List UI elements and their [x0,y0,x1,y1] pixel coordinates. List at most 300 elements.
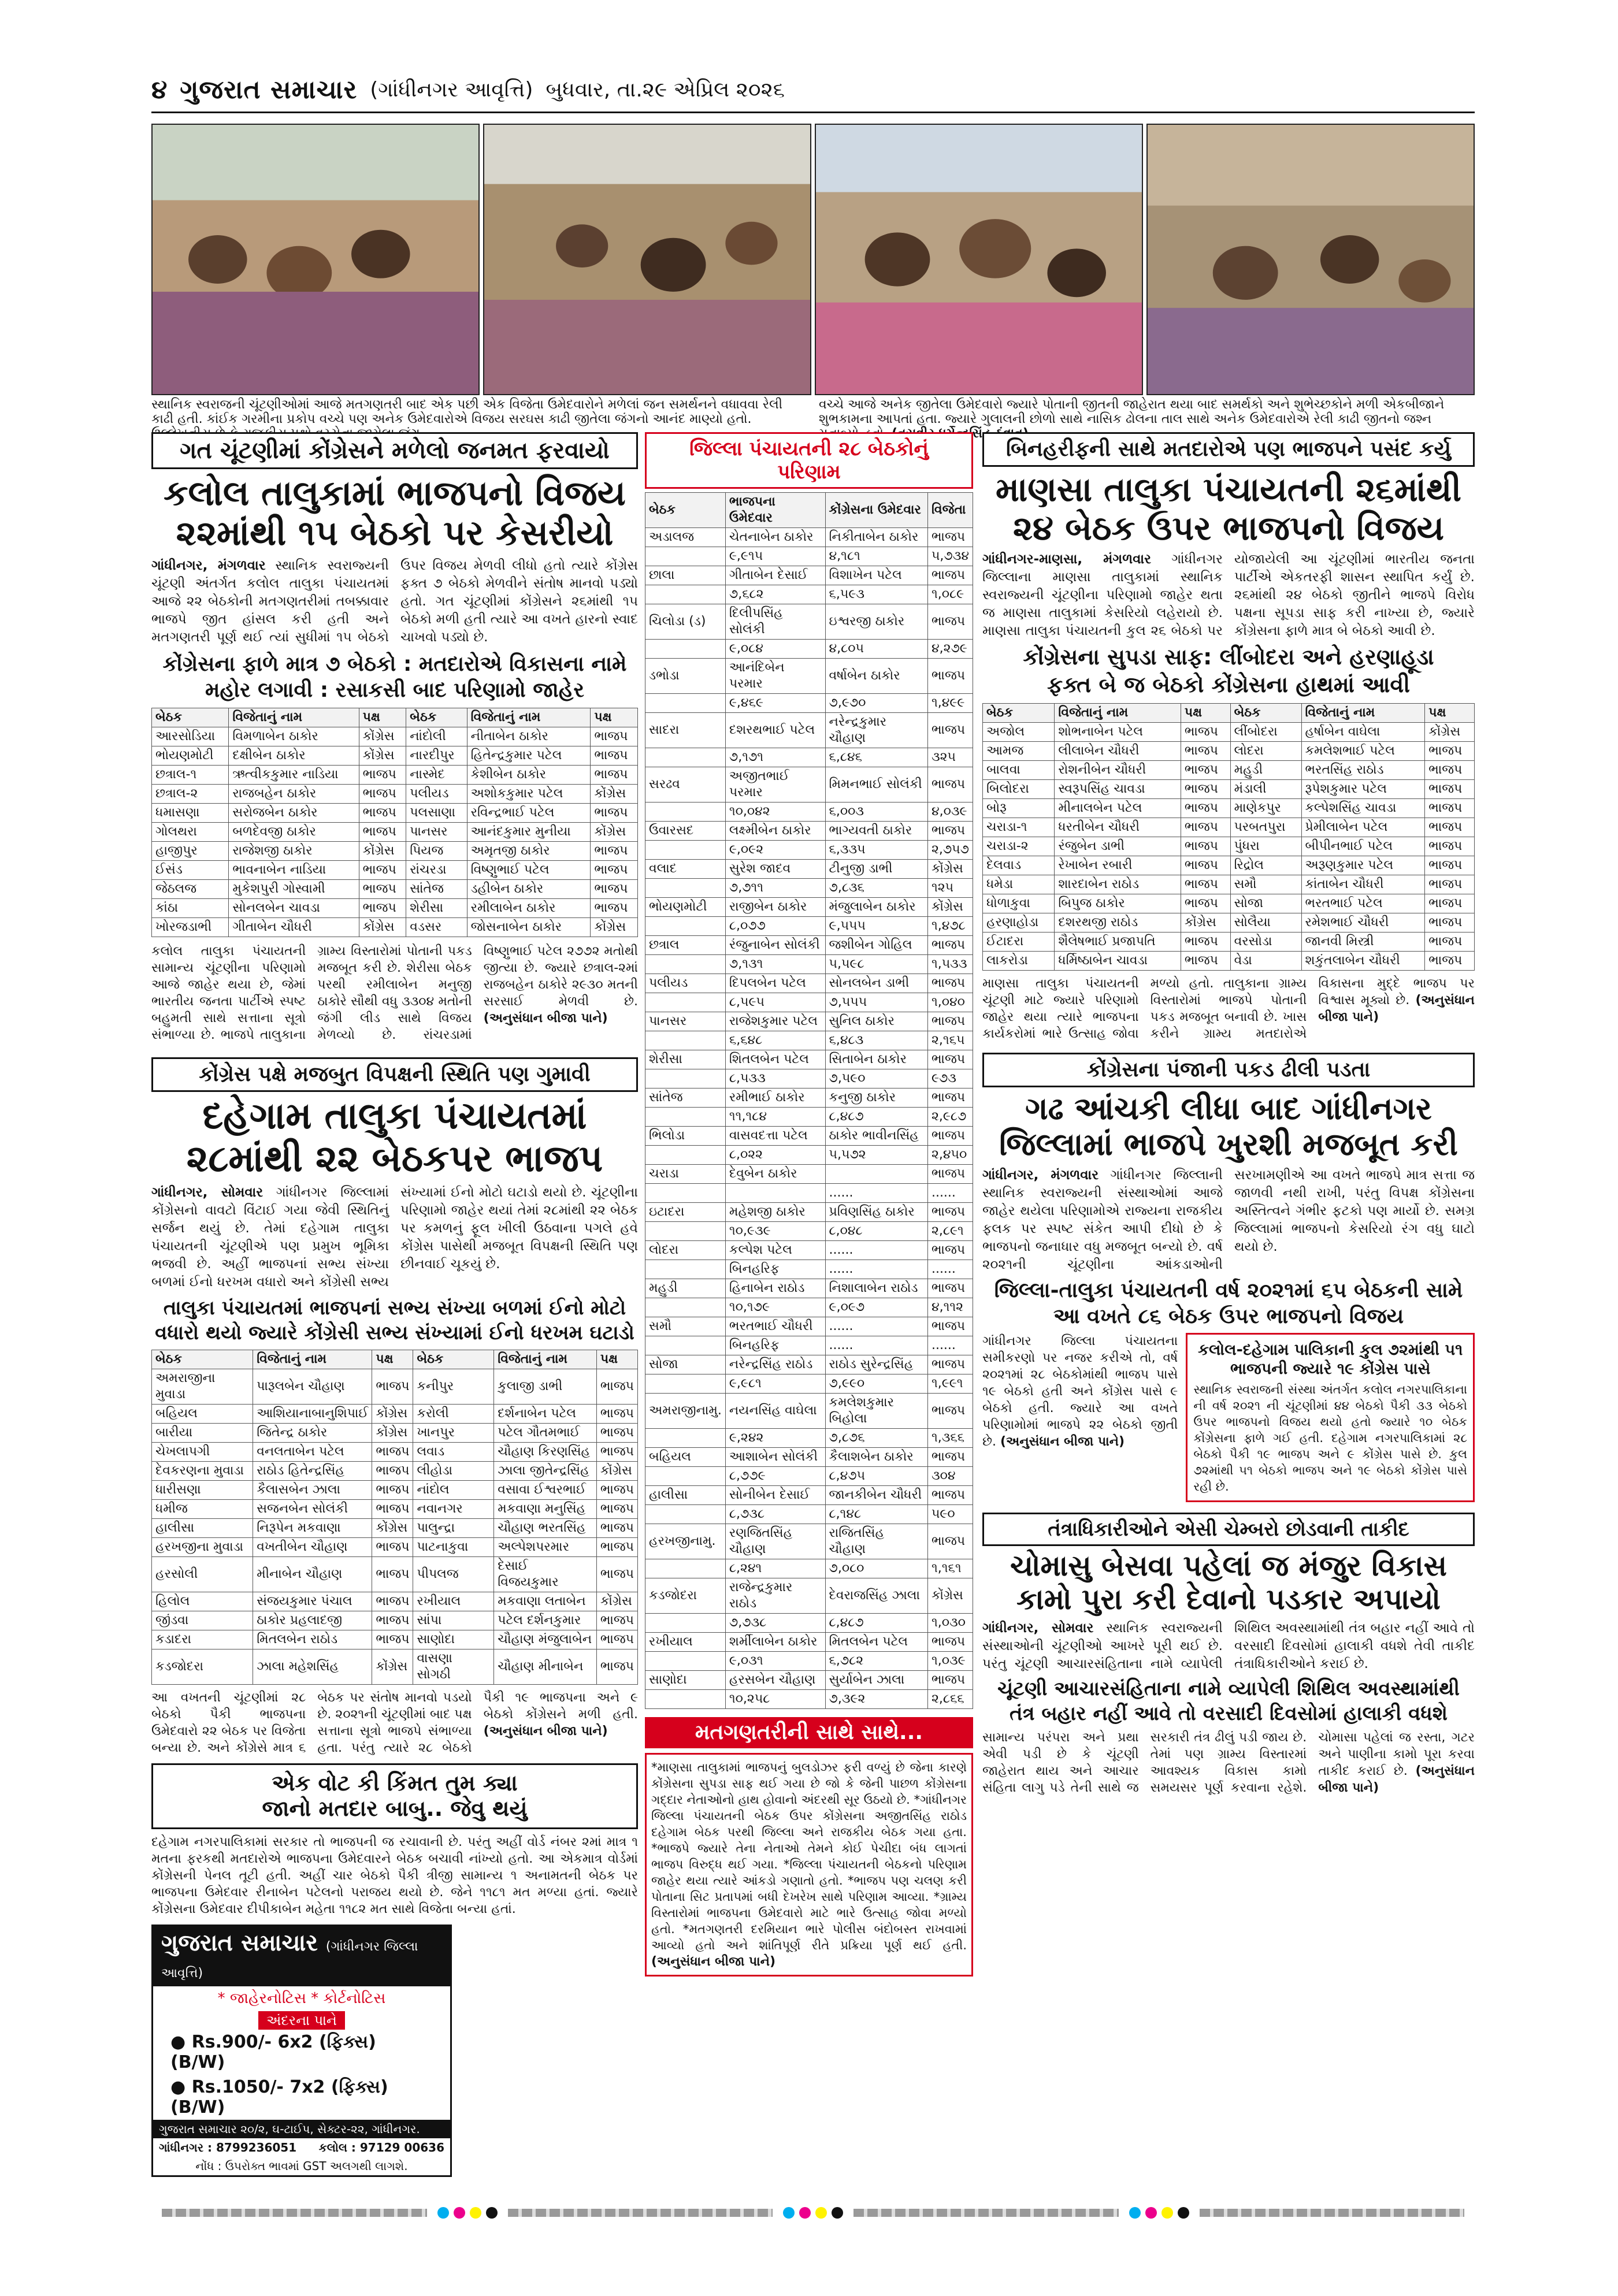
table-cell: ૮,૫૯૫ [725,993,825,1012]
table-cell: ઈસંડ [152,861,229,880]
table-cell [645,1336,726,1355]
crowd-photo-3 [815,124,1143,395]
table-cell: મીનાલબેન પટેલ [1055,799,1181,818]
newspaper-brand: ગુજરાત સમાચાર [180,75,358,105]
table-cell: કોંગ્રેસ [591,823,638,842]
table-cell: રાજિતસિંહ ચૌહાણ [825,1524,927,1559]
ad-price-1: ● Rs.900/- 6x2 (ફિક્સ) (B/W) [170,2031,376,2072]
palika-box [1186,1333,1475,1503]
table-cell: કોંગ્રેસ [372,1649,413,1685]
table-row [152,842,638,861]
table-row [645,767,973,803]
table-cell: કોંગ્રેસ [1425,723,1475,742]
table-cell [645,694,726,713]
column-header: પક્ષ [1181,704,1230,723]
table-cell [645,585,726,604]
table-cell: ભાજપ [591,766,638,785]
mansa-subhead: કોંગ્રેસના સુપડા સાફ: લીંબોદરા અને હરણાહૂડા [1023,644,1434,670]
table-cell: ભાજપ [359,766,406,785]
table-cell: રાજીબેન ઠાકોર [725,898,825,917]
table-cell: ૮,૦૭૭ [725,917,825,936]
table-row [983,818,1475,837]
table-cell: વિશાખેન પટેલ [825,566,927,585]
caption-right-text: વચ્ચે આજે અનેક જીતેલા ઉમેદવારો જ્યારે પોતાની જીતની જાહેરાત થયા બાદ સમર્થકો અને શુભેચ્છકોને મળી એકબીજાને શુભકામના આપતાં હતા. જ્યારે ગુલાલની છોળો સાથે નાસિક ઢોલના તાલ સાથે અનેક ઉમેદવારોએ રેલી કાઢી જીતનો જશ્ન [819,397,1445,426]
table-cell: ભાજપ [596,1611,637,1630]
table-cell: બિલોદરા [983,780,1055,799]
table-cell: કોંગ્રેસ [591,918,638,937]
vote-headline-box [151,1763,638,1829]
table-cell: ભાજપ [372,1611,413,1630]
table-cell: પ્રેમીલાબેન પટેલ [1301,818,1425,837]
magenta-dot [454,2207,465,2219]
table-cell: વલાદ [645,860,726,879]
gandhinagar-body [982,1166,1475,1274]
column-header: વિજેતાનું નામ [1055,704,1181,723]
table-row [152,1592,638,1611]
column-header: બેઠક [1230,704,1301,723]
table-cell: મકવાણા લતાબેન [494,1592,597,1611]
table-cell: ભાજપ [927,1394,973,1429]
table-cell: ચેતનાબેન ઠાકોર [725,528,825,547]
table-cell: ૧૦,૧૭૯ [725,1298,825,1317]
table-cell: લીંબોદરા [1230,723,1301,742]
table-cell: કુલાજી ડાભી [494,1369,597,1405]
table-cell: કાંતાબેન ચૌધરી [1301,875,1425,894]
table-row [152,727,638,746]
table-cell: ભાજપ [1425,932,1475,952]
table-cell: ભાજપ [596,1538,637,1557]
table-cell: ચૌહાણ મંજુલાબેન [494,1630,597,1649]
table-row [645,936,973,955]
table-cell: શિતલબેન પટેલ [725,1050,825,1069]
table-cell: નાંદોલી [406,727,467,746]
table-cell: ભાજપ [596,1424,637,1443]
table-row [152,785,638,804]
table-row [645,1222,973,1241]
tantra-subhead: ચૂંટણી આચારસંહિતાના નામે વ્યાપેલી શિથિલ અવસ્થામાંથી તંત્ર બહાર નહીં આવે તો વરસાદી દિવસોમાં હાલાકી વધશે [997,1677,1460,1725]
table-cell: સોજા [645,1355,726,1374]
table-cell: દક્ષીબેન ઠાકોર [229,746,359,766]
table-cell: ૧૦,૨૫૮ [725,1690,825,1709]
table-cell: ભાજપ [372,1557,413,1592]
table-row [983,894,1475,913]
column-header: પક્ષ [359,708,406,727]
table-row [983,742,1475,761]
table-body [152,727,638,937]
table-cell: પ્રવિણસિંહ ઠાકોર [825,1203,927,1222]
palika-title-2: ભાજપની જ્યારે ૧૯ કોંગ્રેસ પાસે [1230,1360,1431,1379]
table-cell: ભાજપ [927,1165,973,1184]
table-cell: દેવુબેન ઠાકોર [725,1165,825,1184]
table-cell: ૯,૯૧૫ [725,547,825,566]
table-cell: ભાજપ [591,804,638,823]
table-row [152,746,638,766]
crowd-photo-2 [483,124,811,395]
table-cell: કોંગ્રેસ [927,898,973,917]
table-cell: ધારીસણા [152,1481,253,1500]
table-row [645,1203,973,1222]
mansa-body-text: ગાંધીનગર જિલ્લાના માણસા તાલુકામાં સ્થાનિક સ્વરાજ્યની ચૂંટણીના પરિણામો જાહેર થતા જ માણસા તાલુકામાં કેસરિયો લહેરાયો છે. માણસા તાલુકા પંચાયતની કુલ ૨૬ બેઠકો પર યોજાયેલી આ ચૂંટણીમાં ભારતીય જનતા પાર્ટીએ એકતરફી શાસન સ્થાપિત કર્યું છે. ૨૬માંથી ૨૪ બેઠકો જીતીને ભાજપે વિરોધ પક્ષના સૂપડા સાફ કરી નાખ્યા છે, જ્યારે કોંગ્રેસના ફાળે માત્ર બે બેઠકો આવી છે. [982,552,1475,639]
table-cell: ભાજપ [359,899,406,918]
table-cell: કોંગ્રેસ [359,918,406,937]
table-cell: ૧૦,૯૩૯ [725,1222,825,1241]
mansa-results-table [982,703,1475,971]
table-cell: ભાજપ [1181,761,1230,780]
table-cell: હરસોલી [152,1557,253,1592]
table-cell: મુકેશપુરી ગોસ્વામી [229,880,359,899]
table-cell: અજીતભાઈ પરમાર [725,767,825,803]
column-header: વિજેતાનું નામ [467,708,591,727]
table-cell: કોંગ્રેસ [372,1519,413,1538]
table-cell: સોનલબેન ચાવડા [229,899,359,918]
color-dots-left [437,2207,498,2219]
table-cell: કોંગ્રેસ [372,1405,413,1424]
table-cell: કાંઠા [152,899,229,918]
kalol-kicker: ગત ચૂંટણીમાં કોંગ્રેસને મળેલો જનમત ફરવાયો [151,432,638,469]
table-cell: વેડા [1230,952,1301,971]
table-row [645,1467,973,1486]
table-cell: વનલતાબેન પટેલ [253,1443,372,1462]
table-cell [645,993,726,1012]
ad-phones [153,2138,450,2157]
table-cell: વિષ્ણુભાઈ પટેલ [467,861,591,880]
mansa-body-2 [982,975,1475,1042]
table-cell: ભાજપ [927,1050,973,1069]
table-cell: ભાજપ [591,746,638,766]
table-cell: ભાજપ [927,1203,973,1222]
table-cell: નીતાબેન ઠાકોર [467,727,591,746]
page-number: ૪ [151,75,168,105]
table-cell: નવાનગર [413,1500,494,1519]
gandhinagar-kicker: કોંગ્રેસના પંજાની પકડ ઢીલી પડતા [982,1053,1475,1087]
table-cell: સુનિલ ઠાકોર [825,1012,927,1031]
table-cell [725,1184,825,1203]
table-cell: ૭,૫૫૫ [825,993,927,1012]
table-cell: ૫,૫૯૮ [825,955,927,974]
table-cell: ...... [825,1184,927,1203]
column-header: ભાજપના ઉમેદવાર [725,493,825,528]
cyan-dot [437,2207,449,2219]
table-cell: શેરીસા [406,899,467,918]
table-cell: ભાજપ [1181,894,1230,913]
table-row [152,1649,638,1685]
ad-brand [153,1926,450,1986]
table-cell: વરસોડા [1230,932,1301,952]
table-row [645,1241,973,1260]
table-cell: ભોયણમોટી [645,898,726,917]
table-cell: દર્શનાબેન પટેલ [494,1405,597,1424]
table-cell: ભાજપ [591,842,638,861]
table-cell: શેરીસા [645,1050,726,1069]
column-header: બેઠક [645,493,726,528]
table-cell: બિપુજ ઠાકોર [1055,894,1181,913]
table-cell: ૬,૦૦૩ [825,803,927,822]
table-cell: રાઠોડ હિતેન્દ્રસિંહ [253,1462,372,1481]
tantra-continued: (અનુસંધાન બીજા પાને) [1318,1764,1475,1796]
table-cell [645,803,726,822]
table-cell: ભાજપ [596,1557,637,1592]
table-cell: ભાજપ [927,1127,973,1146]
mansa-headline: માણસા તાલુકા પંચાયતની ૨૬માંથી [996,470,1461,509]
table-row [645,547,973,566]
table-cell: ૭,૦૮૦ [825,1559,927,1578]
table-row [152,1611,638,1630]
table-cell: નિકીતાબેન ઠાકોર [825,528,927,547]
table-cell: ભાજપ [359,861,406,880]
right-column [982,432,1475,1796]
page-header [151,68,1475,113]
table-row [645,566,973,585]
table-row [645,1486,973,1505]
table-cell: ...... [825,1241,927,1260]
table-row [152,766,638,785]
table-cell: ૮,૦૨૨ [725,1146,825,1165]
table-row [645,1633,973,1652]
table-cell: ભાજપ [359,823,406,842]
table-cell: કોંગ્રેસ [359,842,406,861]
kalol-body-text: સ્થાનિક સ્વરાજ્યની ચૂંટણી અંતર્ગત કલોલ તાલુકા પંચાયતમાં આજે ૨૨ બેઠકોની મતગણતરીમાં તબક્કાવાર ભાજપે જીત હાંસલ કરી હતી અને મતગણતરી પૂર્ણ થઈ ત્યાં સુધીમાં ૧૫ બેઠકો ઉપર વિજય મેળવી લીધો હતો ત્યારે કોંગ્રેસ ફક્ત ૭ બેઠકો મેળવીને સંતોષ માનવો પડ્યો હતો. ગત ચૂંટણીમાં કોંગ્રેસને ૨૬માંથી ૧૫ બેઠકો મળી હતી ત્યારે આ વખતે હારનો સ્વાદ ચાખવો પડ્યો છે. [151,558,638,645]
table-cell: ...... [825,1317,927,1336]
table-cell: લવાડ [413,1443,494,1462]
table-row [645,1317,973,1336]
table-cell: આનંદકુમાર મુનીયા [467,823,591,842]
table-cell: ...... [825,1336,927,1355]
table-row [645,1165,973,1184]
left-column [151,432,638,2177]
table-cell: રંજુનાબેન સોલંકી [725,936,825,955]
table-cell: ભાજપ [927,1279,973,1298]
column-header: બેઠક [152,708,229,727]
grey-strip-mid [508,2209,773,2217]
table-row [983,856,1475,875]
table-row [645,993,973,1012]
table-cell: કોંગ્રેસ [927,1578,973,1614]
table-row [645,1505,973,1524]
table-cell: છત્રાલ-૨ [152,785,229,804]
table-cell: કડાદરા [152,1630,253,1649]
table-row [645,1031,973,1050]
table-cell: ૧,૯૯૧ [927,1374,973,1394]
table-cell: નારદીપુર [406,746,467,766]
table-row [645,659,973,694]
table-cell: ૮,૦૪૮ [825,1222,927,1241]
table-cell: ૯,૦૯૭ [825,1298,927,1317]
table-cell: બોરૂ [983,799,1055,818]
table-cell: વિમળાબેન ઠાકોર [229,727,359,746]
table-cell: ૯૭૩ [927,1069,973,1088]
gandhinagar-body-text: ગાંધીનગર જિલ્લાની સ્થાનિક સ્વરાજ્યની સંસ્થાઓમાં આજે જાહેર થયેલા પરિણામોએ રાજ્યના રાજકીય ફલક પર સ્પષ્ટ સંકેત આપી દીધો છે કે ભાજપનો જનાધાર વધુ મજબૂત બન્યો છે. વર્ષ ૨૦૨૧ની ચૂંટણીના આંકડાઓની સરખામણીએ આ વખતે ભાજપે માત્ર સત્તા જ જાળવી નથી રાખી, પરંતુ વિપક્ષ કોંગ્રેસના અસ્તિત્વને ગંભીર ફટકો પણ માર્યો છે. સમગ્ર જિલ્લામાં ભાજપનો કેસરિયો રંગ વધુ ઘાટો થયો છે. [982,1167,1475,1272]
table-cell: ૨,૧૬૫ [927,1031,973,1050]
table-cell [645,1222,726,1241]
ad-price-1-text: Rs.900/- 6x2 (ફિક્સ) (B/W) [170,2031,376,2072]
table-cell: અમૃતજી ઠાકોર [467,842,591,861]
kalol-headline-2: ૨૨માંથી ૧૫ બેઠકો પર કેસરીયો [176,513,614,553]
table-cell: ભાજપ [927,713,973,748]
table-cell: પલીયડ [645,974,726,993]
table-cell: સંજયકુમાર પંચાલ [253,1592,372,1611]
column-header: વિજેતાનું નામ [1301,704,1425,723]
table-row [645,1448,973,1467]
table-cell: ૮,૨૪૧ [725,1559,825,1578]
table-cell: ૧,૪૯૯ [927,694,973,713]
table-cell: હાજીપુર [152,842,229,861]
table-cell: શૈલેષભાઈ પ્રજાપતિ [1055,932,1181,952]
table-cell: ૪,૮૦૫ [825,640,927,659]
tantra-dateline: ગાંધીનગર, સોમવાર [982,1621,1094,1636]
table-cell: ભાજપ [927,1671,973,1690]
mansa-body [982,551,1475,640]
table-cell: ૧,૦૪૦ [927,993,973,1012]
table-cell: ૧૦,૦૪૨ [725,803,825,822]
table-cell: આમજ [983,742,1055,761]
table-row [645,1394,973,1429]
table-cell: બિનહરિફ [725,1260,825,1279]
table-cell: ૩૨૫ [927,748,973,767]
table-cell [645,1374,726,1394]
black-dot [486,2207,498,2219]
dehgam-dateline: ગાંધીનગર, સોમવાર [151,1185,264,1201]
table-row [152,1557,638,1592]
table-cell: ભાજપ [596,1369,637,1405]
table-cell [645,1614,726,1633]
table-row [645,1012,973,1031]
cyan-dot [1129,2207,1141,2219]
dehgam-continued: (અનુસંધાન બીજા પાને) [483,1724,608,1739]
table-cell: ચૌહાણ મીનાબેન [494,1649,597,1685]
table-cell: નયનસિંહ વાઘેલા [725,1394,825,1429]
table-cell: કૈલાશબેન ઠાકોર [825,1448,927,1467]
table-cell: કૈલાસબેન ઝાલા [253,1481,372,1500]
table-cell: ૨,૯૮૭ [927,1108,973,1127]
table-header-row [645,493,973,528]
table-cell: ૯,૦૩૧ [725,1652,825,1671]
table-cell: હરખજીના મુવાડા [152,1538,253,1557]
table-cell: રોશનીબેન ચૌધરી [1055,761,1181,780]
table-cell: નરેન્દ્રસિંહ રાઠોડ [725,1355,825,1374]
palika-body: સ્થાનિક સ્વરાજની સંસ્થા અંતર્ગત કલોલ નગરપાલિકાના ની વર્ષ ૨૦૨૧ ની ચૂંટણીમાં ૪૪ બેઠકો પૈકી ૩૩ બેઠકો ઉપર ભાજપનો વિજય થયો હતો જ્યારે ૧૦ બેઠક કોંગ્રેસના ફાળે ગઈ હતી. દહેગામ નગરપાલિકામાં ૨૮ બેઠકો પૈકી ૧૯ ભાજપ અને ૯ કોંગ્રેસ પાસે છે. કુલ ૭૨માંથી ૫૧ બેઠકો ભાજપ અને ૧૯ બેઠકો કોંગ્રેસ પાસે રહી છે. [1193,1383,1467,1494]
table-row [645,822,973,841]
middle-column [645,432,973,1977]
table-cell: ૬,૩૩૫ [825,841,927,860]
kalol-results-table [151,708,638,937]
table-cell: બળદેવજી ઠાકોર [229,823,359,842]
table-row [645,1614,973,1633]
photo-strip [151,124,1475,395]
table-cell: ઝાલા મહેશસિંહ [253,1649,372,1685]
table-cell: ભાજપ [596,1500,637,1519]
dehgam-headline: દહેગામ તાલુકા પંચાયતમાં [202,1095,587,1138]
crowd-photo-4 [1146,124,1475,395]
table-row [645,1298,973,1317]
ad-tags: * જાહેરનોટિસ * કોર્ટનોટિસ [217,1989,386,2007]
table-cell: રાજેન્દ્રકુમાર રાઠોડ [725,1578,825,1614]
table-cell: ભાજપ [927,1524,973,1559]
table-cell [645,1559,726,1578]
table-cell: ચૌહાણ કિરણસિંહ [494,1443,597,1462]
gandhinagar-lower [982,1333,1475,1503]
table-cell: પરબતપુરા [1230,818,1301,837]
table-cell: ભાજપ [372,1369,413,1405]
table-cell: ચૌહાણ ભરતસિંહ [494,1519,597,1538]
table-cell: ડભોડા [645,659,726,694]
table-cell: મિતલબેન પટેલ [825,1633,927,1652]
table-cell [645,1031,726,1050]
table-row [983,932,1475,952]
table-row [645,1652,973,1671]
table-row [645,713,973,748]
table-cell: ૯,૦૮૪ [725,640,825,659]
table-cell: ભાજપ [372,1538,413,1557]
table-cell: ભાજપ [927,1448,973,1467]
kalol-dateline: ગાંધીનગર, મંગળવાર [151,558,266,573]
table-cell: ચેખલાપગી [152,1443,253,1462]
table-cell: ભાજપ [372,1443,413,1462]
table-cell: હાલીસા [645,1486,726,1505]
table-cell: શકુંતલાબેન ચૌધરી [1301,952,1425,971]
table-row [152,1500,638,1519]
yellow-dot [1161,2207,1173,2219]
table-cell: કોંગ્રેસ [372,1424,413,1443]
table-cell: ભાજપ [372,1592,413,1611]
table-row [645,898,973,917]
column-header: પક્ષ [372,1350,413,1369]
caption-right [819,397,1475,426]
table-cell: કલ્પેશ પટેલ [725,1241,825,1260]
table-cell: ઇશ્વરજી ઠાકોર [825,604,927,640]
table-row [983,799,1475,818]
gandhinagar-headline-2: જિલ્લામાં ભાજપે ખુરશી મજબૂત કરી [999,1126,1458,1163]
table-cell: સોલૈયા [1230,913,1301,932]
table-cell: ભાજપ [372,1630,413,1649]
table-cell: ભાજપ [1181,837,1230,856]
table-cell: પારૂલબેન ચૌહાણ [253,1369,372,1405]
table-cell: હરખજીનામુ. [645,1524,726,1559]
table-cell: કમલેશકુમાર બિહોલા [825,1394,927,1429]
table-cell: ભાજપ [927,1012,973,1031]
tantra-body-text: સ્થાનિક સ્વરાજ્યની સંસ્થાઓની ચૂંટણીઓ આખરે પૂરી થઈ છે. પરંતુ ચૂંટણી આચારસંહિતાના નામે વ્યાપેલી શિથિલ અવસ્થામાંથી તંત્ર બહાર નહીં આવે તો વરસાદી દિવસોમાં હાલાકી વધશે તેવી તાકીદ તંત્રાધિકારીઓને કરાઈ છે. [982,1621,1475,1672]
table-cell: ૬,૪૮૩ [825,1031,927,1050]
table-cell: લાકરોડા [983,952,1055,971]
table-row [152,880,638,899]
table-body [152,1369,638,1685]
table-row [645,1050,973,1069]
table-cell [645,1298,726,1317]
table-cell: ભાજપ [596,1649,637,1685]
table-cell: દેસાઈ વિજયકુમાર [494,1557,597,1592]
table-cell: ૮,૪૮૭ [825,1614,927,1633]
grey-strip-mid-2 [853,2209,1119,2217]
table-row [645,640,973,659]
table-cell: કોંગ્રેસ [596,1592,637,1611]
table-row [645,1127,973,1146]
table-cell [645,1505,726,1524]
table-cell: કોંગ્રેસ [591,785,638,804]
table-cell: બીપીનભાઈ પટેલ [1301,837,1425,856]
table-row [645,1559,973,1578]
table-cell: હાલીસા [152,1519,253,1538]
table-cell: વડસર [406,918,467,937]
table-cell: લક્ષ્મીબેન ઠાકોર [725,822,825,841]
table-cell: ભાજપ [1425,952,1475,971]
table-cell [645,1652,726,1671]
table-cell: ભાજપ [1425,875,1475,894]
table-cell: શારદાબેન રાઠોડ [1055,875,1181,894]
table-cell: ધોળાકુવા [983,894,1055,913]
table-cell: મહુડી [1230,761,1301,780]
table-cell: ભાજપ [1425,742,1475,761]
table-cell: ગોલથરા [152,823,229,842]
table-cell: ભાજપ [1181,723,1230,742]
